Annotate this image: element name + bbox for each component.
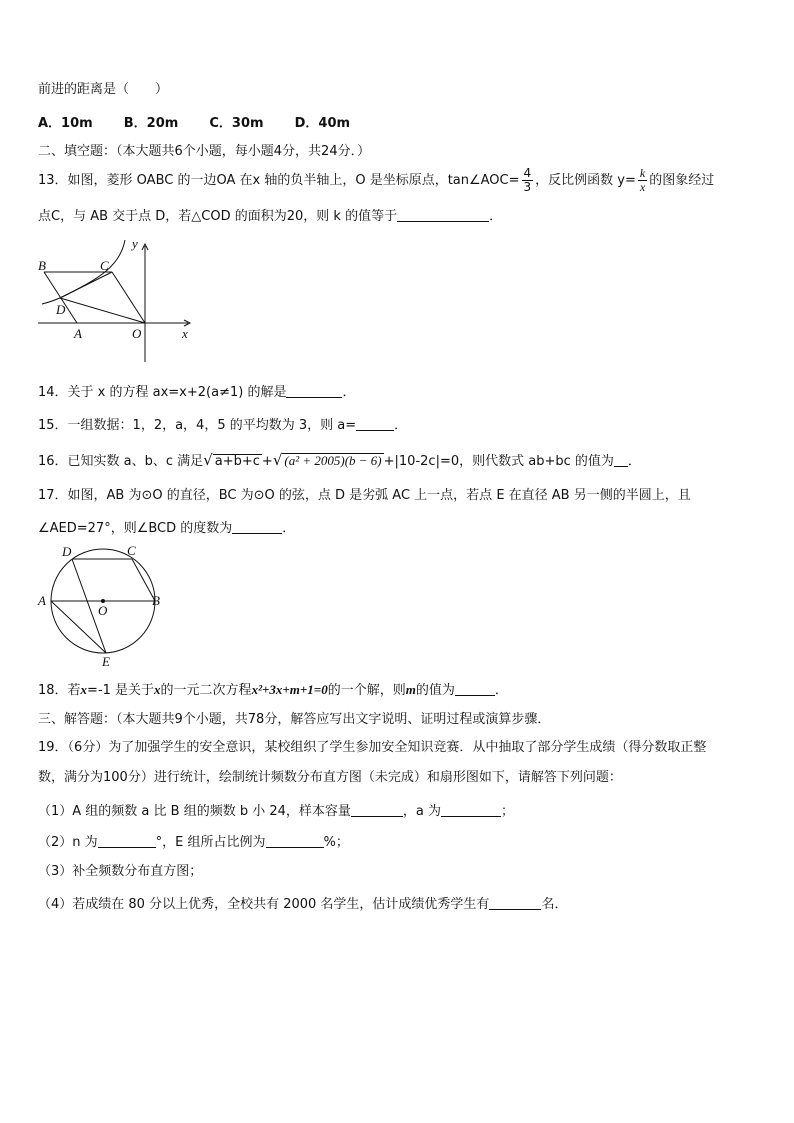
q17-end: ． xyxy=(282,521,296,536)
q16-radicand-1: a+b+c xyxy=(214,454,260,469)
q18-text-a: 18．若 xyxy=(38,683,81,698)
q18-answer-blank[interactable] xyxy=(455,682,495,696)
label-a: A xyxy=(38,593,46,608)
q19-line1: 19．（6分）为了加强学生的安全意识，某校组织了学生参加安全知识竞赛．从中抽取了部分学生成绩（得分数取正整 xyxy=(38,740,707,755)
side-co xyxy=(112,272,145,323)
q13-text-a: 13．如图，菱形 OABC 的一边OA 在x 轴的负半轴上，O 是坐标原点，tan∠AOC= xyxy=(38,173,520,188)
q16 xyxy=(38,452,641,470)
q19-part4-text: （4）若成绩在 80 分以上优秀，全校共有 2000 名学生，估计成绩优秀学生有 xyxy=(38,897,490,912)
q17-answer-blank[interactable] xyxy=(232,520,282,534)
q14-answer-blank[interactable] xyxy=(286,384,342,398)
q18-end: ． xyxy=(494,683,508,698)
segment-do xyxy=(60,298,145,323)
q15-text: 15．一组数据：1，2，a，4，5 的平均数为 3，则 a= xyxy=(38,418,357,433)
q19-line2: 数，满分为100分）进行统计，绘制统计频数分布直方图（未完成）和扇形图如下，请解答下列问题： xyxy=(38,770,622,785)
q18-text-c: 的一元二次方程 xyxy=(160,683,252,698)
section-3-heading: 三、解答题：（本大题共9个小题，共78分，解答应写出文字说明、证明过程或演算步骤． xyxy=(38,712,551,727)
label-b: B xyxy=(152,593,160,608)
q19-part2-text-b: °，E 组所占比例为 xyxy=(155,835,266,850)
label-d: D xyxy=(56,302,66,317)
q16-answer-blank[interactable] xyxy=(614,453,628,467)
q16-text-a: 16．已知实数 a、b、c 满足 xyxy=(38,454,204,469)
option-d[interactable]: D．40m xyxy=(294,116,351,131)
option-a[interactable]: A．10m xyxy=(38,116,93,131)
q17-text-b: ∠AED=27°，则∠BCD 的度数为 xyxy=(38,521,233,536)
q13-frac2-num: k xyxy=(639,166,646,180)
radical-sign-1: √ xyxy=(203,451,213,469)
q18 xyxy=(38,682,508,699)
label-c: C xyxy=(127,543,136,558)
q13-line2 xyxy=(38,208,502,225)
q13-end: ． xyxy=(489,209,503,224)
section-2-heading: 二、填空题：（本大题共6个小题，每小题4分，共24分．） xyxy=(38,144,371,159)
q17-line2 xyxy=(38,520,295,537)
q13-line1 xyxy=(38,166,714,196)
radical-sign-2: √ xyxy=(272,451,283,469)
q19-a-blank[interactable] xyxy=(441,803,501,817)
option-b[interactable]: B．20m xyxy=(123,116,179,131)
q17-figure xyxy=(34,542,174,670)
q13-figure xyxy=(30,236,200,368)
q15 xyxy=(38,417,407,434)
q19-part1-end: ； xyxy=(501,804,515,819)
q19-part4 xyxy=(38,896,567,913)
q14-end: ． xyxy=(342,385,356,400)
q16-plus: + xyxy=(261,454,273,469)
q13-frac-num: 4 xyxy=(523,166,532,180)
q18-var-x2: x xyxy=(154,682,161,697)
q19-part2-end: %； xyxy=(323,835,349,850)
q12-tail: 前进的距离是（ ） xyxy=(38,82,169,97)
q19-excellent-blank[interactable] xyxy=(489,896,541,910)
q13-text-b: ，反比例函数 y= xyxy=(535,173,636,188)
q13-fraction-2 xyxy=(638,167,647,194)
label-d: D xyxy=(62,544,72,559)
q18-var-m: m xyxy=(405,682,416,697)
q13-frac2-den: x xyxy=(639,180,646,194)
label-b: B xyxy=(38,258,46,273)
q13-frac-den: 3 xyxy=(523,180,532,194)
q19-part1 xyxy=(38,803,514,820)
q13-fraction xyxy=(522,167,534,194)
option-c[interactable]: C．30m xyxy=(209,116,264,131)
q19-part4-end: 名． xyxy=(541,897,568,912)
q18-text-b: =-1 是关于 xyxy=(87,683,155,698)
q16-end: ． xyxy=(627,454,641,469)
q18-equation: x²+3x+m+1=0 xyxy=(251,682,328,697)
q19-e-ratio-blank[interactable] xyxy=(266,834,324,848)
q19-part2-text-a: （2）n 为 xyxy=(38,835,98,850)
q18-var-x: x xyxy=(80,682,88,697)
label-a: A xyxy=(74,326,82,341)
q13-answer-blank[interactable] xyxy=(397,208,489,222)
q13-text-c: 的图象经过 xyxy=(649,173,715,188)
q14-text: 14．关于 x 的方程 ax=x+2(a≠1) 的解是 xyxy=(38,385,287,400)
label-c: C xyxy=(100,258,109,273)
q19-n-blank[interactable] xyxy=(98,834,156,848)
label-o: O xyxy=(132,326,142,341)
q19-part2 xyxy=(38,834,349,851)
q12-options xyxy=(38,116,350,132)
q18-text-e: 的值为 xyxy=(415,683,455,698)
q15-answer-blank[interactable] xyxy=(356,417,394,431)
q18-text-d: 的一个解，则 xyxy=(327,683,406,698)
q16-radicand-2: (a² + 2005)(b − 6) xyxy=(284,453,382,468)
q15-end: ． xyxy=(394,418,408,433)
label-y: y xyxy=(132,236,138,251)
q16-text-b: +|10-2c|=0，则代数式 ab+bc 的值为 xyxy=(383,454,614,469)
q19-part1-text-b: ，a 为 xyxy=(402,804,442,819)
label-o: O xyxy=(98,603,108,618)
q17-line1: 17．如图，AB 为⊙O 的直径，BC 为⊙O 的弦，点 D 是劣弧 AC 上一点，若点 E 在直径 AB 另一侧的半圆上，且 xyxy=(38,488,691,503)
q19-part3: （3）补全频数分布直方图； xyxy=(38,864,203,879)
q14 xyxy=(38,384,355,401)
q13-text-d: 点C，与 AB 交于点 D，若△COD 的面积为20，则 k 的值等于 xyxy=(38,209,398,224)
label-x: x xyxy=(182,326,188,341)
q19-sample-size-blank[interactable] xyxy=(351,803,403,817)
label-e: E xyxy=(102,654,110,669)
q19-part1-text-a: （1）A 组的频数 a 比 B 组的频数 b 小 24，样本容量 xyxy=(38,804,351,819)
